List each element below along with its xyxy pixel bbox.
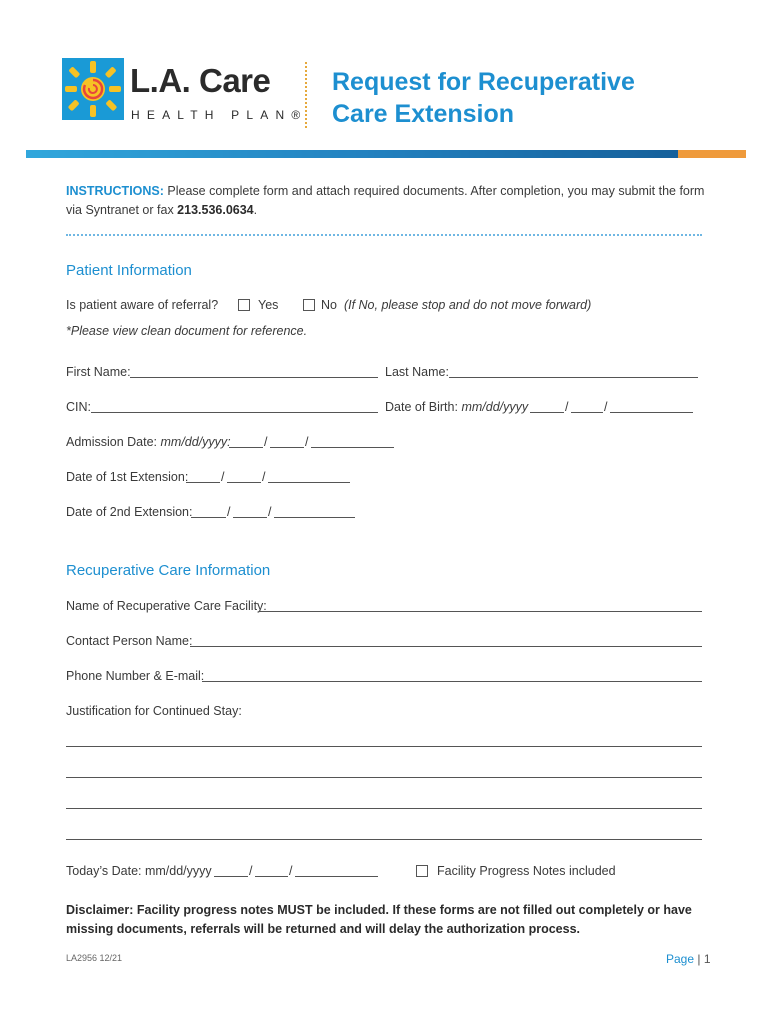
contact-label: Contact Person Name: [66,634,193,648]
admission-label: Admission Date: [66,435,158,449]
ext1-day-field[interactable] [227,482,261,483]
no-label-group [321,298,591,312]
first-name-label: First Name: [66,365,131,379]
no-checkbox[interactable] [303,299,315,311]
last-name-label: Last Name: [385,365,449,379]
admission-day-field[interactable] [270,447,304,448]
last-name-field[interactable] [449,377,698,378]
progress-notes-label: Facility Progress Notes included [437,864,616,878]
justification-line-2[interactable] [66,777,702,778]
page-label: Page [666,952,695,966]
dob-day-field[interactable] [571,412,603,413]
patient-info-heading: Patient Information [66,262,192,279]
care-info-heading: Recuperative Care Information [66,562,271,579]
progress-notes-checkbox[interactable] [416,865,428,877]
ext2-day-field[interactable] [233,517,267,518]
yes-checkbox[interactable] [238,299,250,311]
todays-date-label: Today’s Date: mm/dd/yyyy [66,864,212,878]
no-label: No [321,298,337,312]
dob-format: mm/dd/yyyy [461,400,529,414]
admission-month-field[interactable] [229,447,263,448]
aware-label: Is patient aware of referral? [66,298,219,312]
instructions-label: INSTRUCTIONS: [66,184,164,198]
instructions [66,182,716,220]
ext1-month-field[interactable] [186,482,220,483]
disclaimer: Disclaimer: Facility progress notes MUST be included. If these forms are not filled out completely or have missing documents, referrals will be returned and will delay the authorization process. [66,903,692,936]
phone-email-field[interactable] [202,681,702,682]
slash: / [221,470,225,484]
cin-field[interactable] [91,412,378,413]
contact-field[interactable] [190,646,702,647]
slash: / [227,505,231,519]
slash: / [249,864,253,878]
instructions-text: Please complete form and attach required documents. After completion, you may submit the form via Syntranet or fax [66,184,705,217]
brand-name: L.A. Care [130,62,271,99]
admission-year-field[interactable] [311,447,394,448]
slash: / [264,435,268,449]
title-line-2: Care Extension [332,100,515,128]
header-divider [305,62,307,128]
fax-number: 213.536.0634 [177,203,254,217]
justification-line-3[interactable] [66,808,702,809]
dob-label: Date of Birth: [385,400,458,414]
ext1-label: Date of 1st Extension: [66,470,189,484]
form-code: LA2956 12/21 [66,953,123,963]
document-title [332,66,752,130]
slash: / [268,505,272,519]
today-year-field[interactable] [295,876,378,877]
yes-label: Yes [258,298,279,312]
no-note: (If No, please stop and do not move forward) [343,298,592,312]
slash: / [305,435,309,449]
reference-note: *Please view clean document for reference. [66,324,308,338]
dob-group [385,400,528,414]
dob-month-field[interactable] [530,412,564,413]
today-day-field[interactable] [255,876,288,877]
page-bar: | [697,952,701,966]
ext2-month-field[interactable] [191,517,226,518]
justification-label: Justification for Continued Stay: [66,704,242,718]
slash: / [565,400,569,414]
header-banner-accent [678,150,746,158]
ext2-year-field[interactable] [274,517,355,518]
facility-field[interactable] [259,611,702,612]
facility-label: Name of Recuperative Care Facility: [66,599,267,613]
dotted-separator [66,234,702,236]
slash: / [604,400,608,414]
admission-group [66,435,231,449]
slash: / [289,864,293,878]
page-number [666,952,711,966]
slash: / [262,470,266,484]
phone-email-label: Phone Number & E-mail: [66,669,205,683]
title-line-1: Request for Recuperative [332,68,635,96]
admission-format: mm/dd/yyyy: [160,435,231,449]
justification-line-4[interactable] [66,839,702,840]
instructions-end: . [253,203,258,217]
page-num: 1 [703,952,711,966]
justification-line-1[interactable] [66,746,702,747]
header-banner [26,150,716,158]
cin-label: CIN: [66,400,91,414]
logo-icon [62,58,124,120]
ext2-label: Date of 2nd Extension: [66,505,193,519]
today-month-field[interactable] [214,876,248,877]
dob-year-field[interactable] [610,412,693,413]
brand-subtitle: HEALTH PLAN® [131,108,308,122]
ext1-year-field[interactable] [268,482,350,483]
first-name-field[interactable] [130,377,378,378]
